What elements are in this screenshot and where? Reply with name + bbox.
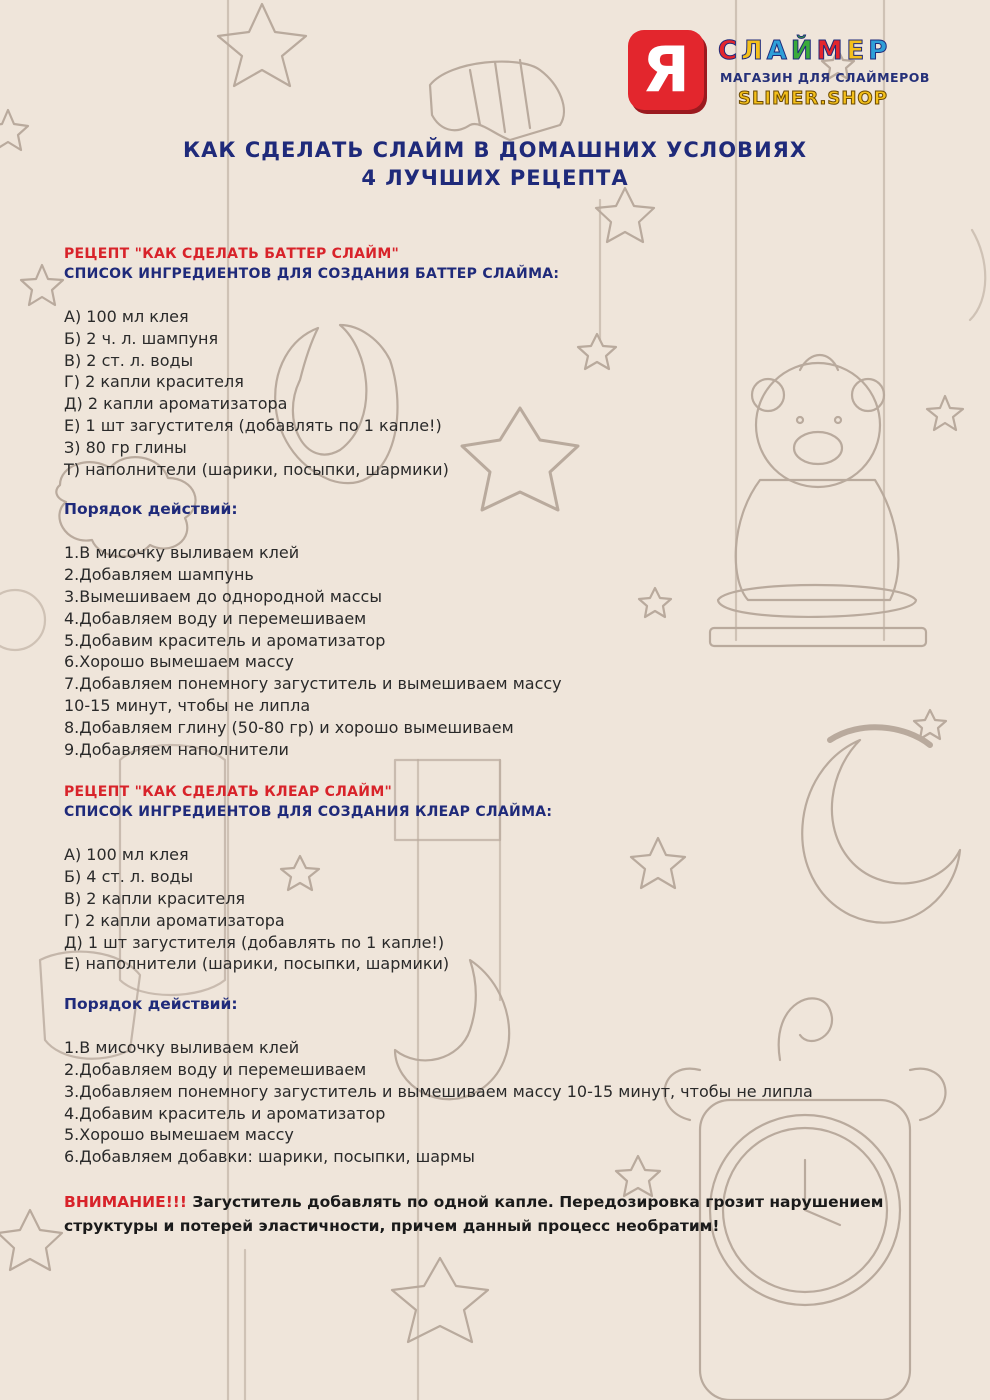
brand-logo[interactable] [628, 30, 958, 120]
list-item: 8.Добавляем глину (50-80 гр) и хорошо вымешиваем [64, 717, 514, 737]
list-item: Е) 1 шт загустителя (добавлять по 1 капле!) [64, 415, 442, 435]
list-item: 1.В мисочку выливаем клей [64, 1038, 300, 1058]
logo-badge: Я [628, 30, 704, 110]
sock-icon [430, 60, 564, 140]
list-item: А) 100 мл клея [64, 845, 189, 865]
logo-url: SLIMER.SHOP [738, 88, 888, 109]
list-item: 2.Добавляем шампунь [64, 565, 254, 585]
logo-letter: А [766, 36, 791, 66]
list-item: Д) 1 шт загустителя (добавлять по 1 капле!) [64, 932, 445, 952]
recipe1-title: РЕЦЕПТ "КАК СДЕЛАТЬ БАТТЕР СЛАЙМ" [64, 246, 400, 262]
recipe2-title: РЕЦЕПТ "КАК СДЕЛАТЬ КЛЕАР СЛАЙМ" [64, 784, 393, 801]
logo-letter: Е [846, 36, 869, 66]
document-body [64, 244, 944, 1238]
logo-letter: Л [741, 36, 767, 66]
list-item: В) 2 ст. л. воды [64, 350, 194, 370]
recipe1-steps-list [64, 542, 944, 760]
list-item: 3.Добавляем понемногу загуститель и вымешиваем массу 10-15 минут, чтобы не липла [64, 1081, 813, 1101]
recipe2-ingredients-heading: СПИСОК ИНГРЕДИЕНТОВ ДЛЯ СОЗДАНИЯ КЛЕАР СЛАЙМА: [64, 804, 553, 821]
list-item: Б) 2 ч. л. шампуня [64, 328, 219, 348]
list-item: Е) наполнители (шарики, посыпки, шармики) [64, 954, 450, 974]
list-item: Б) 4 ст. л. воды [64, 867, 194, 887]
warning-text: Загуститель добавлять по одной капле. Передозировка грозит нарушением структуры и потерей эластичности, причем данный процесс необратим! [64, 1192, 884, 1235]
list-item: Т) наполнители (шарики, посыпки, шармики) [64, 459, 449, 479]
list-item: 5.Добавим краситель и ароматизатор [64, 630, 386, 650]
list-item: З) 80 гр глины [64, 437, 187, 457]
logo-letter: Й [790, 36, 817, 66]
recipe2-steps-list [64, 1037, 944, 1168]
logo-letter: Р [868, 36, 892, 66]
list-item: 3.Вымешиваем до однородной массы [64, 586, 382, 606]
list-item: Д) 2 капли ароматизатора [64, 394, 288, 414]
list-item: 10-15 минут, чтобы не липла [64, 695, 311, 715]
page-title [0, 136, 990, 192]
list-item: 1.В мисочку выливаем клей [64, 543, 300, 563]
star-icon [0, 1210, 62, 1270]
star-icon [21, 265, 63, 305]
logo-name [718, 36, 891, 66]
list-item: 9.Добавляем наполнители [64, 739, 289, 759]
star-icon [596, 188, 654, 242]
recipe2-ingredients-list [64, 844, 944, 975]
list-item: 4.Добавляем воду и перемешиваем [64, 608, 367, 628]
recipe1-steps-heading: Порядок действий: [64, 500, 238, 519]
list-item: 6.Хорошо вымешаем массу [64, 652, 294, 672]
list-item: 6.Добавляем добавки: шарики, посыпки, шармы [64, 1147, 475, 1167]
logo-letter: М [816, 36, 847, 66]
logo-letter: С [718, 36, 742, 66]
title-line-2: 4 ЛУЧШИХ РЕЦЕПТА [361, 166, 629, 190]
warning-note [64, 1190, 944, 1238]
recipe1-ingredients-list [64, 306, 944, 480]
list-item: 2.Добавляем воду и перемешиваем [64, 1059, 367, 1079]
recipe1-ingredients-heading: СПИСОК ИНГРЕДИЕНТОВ ДЛЯ СОЗДАНИЯ БАТТЕР СЛАЙМА: [64, 266, 560, 282]
warning-label: ВНИМАНИЕ!!! [64, 1192, 187, 1211]
recipe2-steps-heading: Порядок действий: [64, 995, 238, 1014]
list-item: В) 2 капли красителя [64, 888, 246, 908]
list-item: 5.Хорошо вымешаем массу [64, 1125, 294, 1145]
logo-tagline: МАГАЗИН ДЛЯ СЛАЙМЕРОВ [720, 70, 930, 85]
star-icon [218, 4, 306, 86]
list-item: 7.Добавляем понемногу загуститель и вымешиваем массу [64, 674, 562, 694]
list-item: А) 100 мл клея [64, 307, 189, 326]
title-line-1: КАК СДЕЛАТЬ СЛАЙМ В ДОМАШНИХ УСЛОВИЯХ [182, 138, 808, 162]
list-item: Г) 2 капли ароматизатора [64, 910, 285, 930]
list-item: Г) 2 капли красителя [64, 372, 244, 392]
star-icon [392, 1258, 488, 1342]
list-item: 4.Добавим краситель и ароматизатор [64, 1103, 386, 1123]
